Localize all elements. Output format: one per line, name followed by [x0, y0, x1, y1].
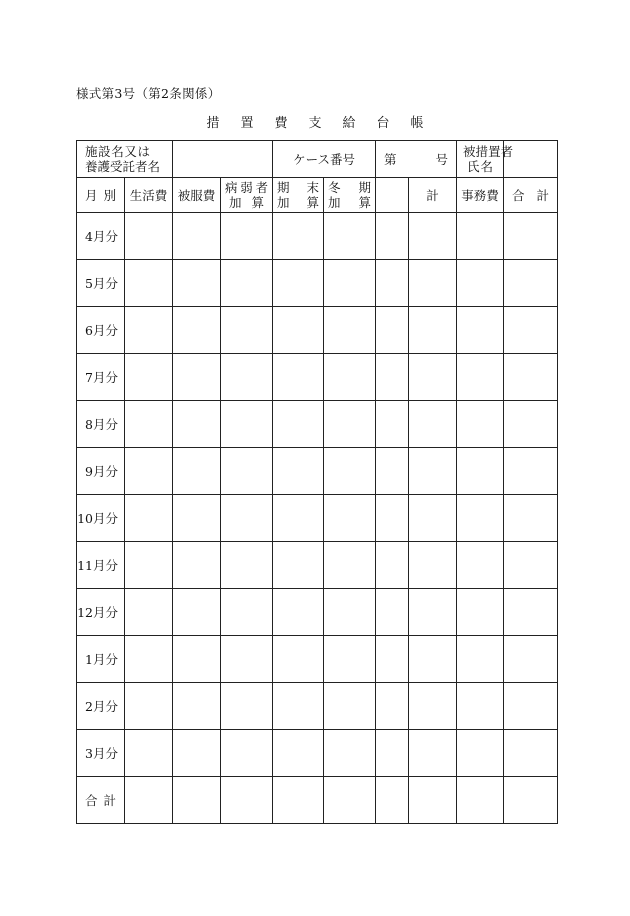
- cell[interactable]: [504, 401, 558, 448]
- cell[interactable]: [457, 683, 504, 730]
- cell[interactable]: [273, 777, 324, 824]
- facility-name-label: 施 設 名 又 は 養護受託者名: [77, 141, 173, 178]
- column-total: 合 計: [504, 178, 558, 213]
- cell[interactable]: [457, 495, 504, 542]
- header-row-columns: [77, 178, 558, 213]
- cell[interactable]: [221, 777, 273, 824]
- case-number-label: ケース番号: [273, 141, 376, 178]
- cell[interactable]: [221, 636, 273, 683]
- cell[interactable]: [504, 495, 558, 542]
- cell[interactable]: [504, 730, 558, 777]
- cell[interactable]: [324, 401, 376, 448]
- cell[interactable]: [324, 542, 376, 589]
- month-label: 1月分: [77, 636, 125, 683]
- cell[interactable]: [273, 683, 324, 730]
- cell[interactable]: [125, 495, 173, 542]
- cell[interactable]: [457, 260, 504, 307]
- cell[interactable]: [125, 777, 173, 824]
- payment-ledger-table: [76, 140, 558, 824]
- table-row: [77, 495, 558, 542]
- cell[interactable]: [457, 213, 504, 260]
- cell[interactable]: [125, 354, 173, 401]
- cell[interactable]: [324, 683, 376, 730]
- cell[interactable]: [409, 354, 457, 401]
- table-row: [77, 354, 558, 401]
- cell[interactable]: [504, 213, 558, 260]
- column-winter-allowance: 冬 期 加 算: [324, 178, 376, 213]
- cell[interactable]: [324, 213, 376, 260]
- cell[interactable]: [125, 589, 173, 636]
- cell[interactable]: [324, 260, 376, 307]
- case-number-value[interactable]: 第 号: [376, 141, 457, 178]
- column-living-cost: 生活費: [125, 178, 173, 213]
- cell[interactable]: [324, 636, 376, 683]
- cell[interactable]: [221, 542, 273, 589]
- table-row: [77, 213, 558, 260]
- grand-total-label: 合 計: [77, 777, 125, 824]
- header-row-facility: [77, 141, 558, 178]
- cell[interactable]: [504, 777, 558, 824]
- cell[interactable]: [376, 213, 409, 260]
- table-row: [77, 260, 558, 307]
- cell[interactable]: [173, 213, 221, 260]
- cell[interactable]: [221, 354, 273, 401]
- cell[interactable]: [221, 448, 273, 495]
- column-month: 月 別: [77, 178, 125, 213]
- cell[interactable]: [324, 589, 376, 636]
- cell[interactable]: [125, 307, 173, 354]
- month-label: 12月分: [77, 589, 125, 636]
- cell[interactable]: [173, 589, 221, 636]
- cell[interactable]: [324, 777, 376, 824]
- cell[interactable]: [125, 542, 173, 589]
- cell[interactable]: [457, 777, 504, 824]
- grand-total-row: [77, 777, 558, 824]
- cell[interactable]: [376, 307, 409, 354]
- cell[interactable]: [409, 683, 457, 730]
- page-title: 措置費支給台帳: [206, 116, 445, 131]
- cell[interactable]: [125, 260, 173, 307]
- cell[interactable]: [409, 636, 457, 683]
- cell[interactable]: [125, 730, 173, 777]
- month-label: 9月分: [77, 448, 125, 495]
- cell[interactable]: [457, 730, 504, 777]
- cell[interactable]: [409, 730, 457, 777]
- cell[interactable]: [173, 260, 221, 307]
- month-label: 10月分: [77, 495, 125, 542]
- cell[interactable]: [273, 354, 324, 401]
- column-clothing-cost: 被服費: [173, 178, 221, 213]
- cell[interactable]: [376, 730, 409, 777]
- cell[interactable]: [221, 683, 273, 730]
- column-term-end-allowance: 期 末 加 算: [273, 178, 324, 213]
- month-label: 8月分: [77, 401, 125, 448]
- cell[interactable]: [221, 589, 273, 636]
- cell[interactable]: [173, 495, 221, 542]
- cell[interactable]: [273, 448, 324, 495]
- cell[interactable]: [457, 636, 504, 683]
- cell[interactable]: [221, 260, 273, 307]
- cell[interactable]: [324, 448, 376, 495]
- cell[interactable]: [273, 307, 324, 354]
- table-row: [77, 730, 558, 777]
- table-row: [77, 589, 558, 636]
- cell[interactable]: [173, 777, 221, 824]
- cell[interactable]: [409, 260, 457, 307]
- cell[interactable]: [173, 542, 221, 589]
- cell[interactable]: [324, 730, 376, 777]
- cell[interactable]: [504, 307, 558, 354]
- cell[interactable]: [173, 730, 221, 777]
- month-label: 5月分: [77, 260, 125, 307]
- table-row: [77, 307, 558, 354]
- cell[interactable]: [376, 401, 409, 448]
- cell[interactable]: [273, 495, 324, 542]
- column-subtotal: 計: [409, 178, 457, 213]
- cell[interactable]: [221, 730, 273, 777]
- cell[interactable]: [457, 448, 504, 495]
- column-sick-allowance: 病 弱 者 加 算: [221, 178, 273, 213]
- cell[interactable]: [273, 730, 324, 777]
- cell[interactable]: [173, 354, 221, 401]
- cell[interactable]: [376, 448, 409, 495]
- cell[interactable]: [173, 683, 221, 730]
- month-label: 6月分: [77, 307, 125, 354]
- cell[interactable]: [409, 307, 457, 354]
- cell[interactable]: [273, 213, 324, 260]
- cell[interactable]: [504, 589, 558, 636]
- cell[interactable]: [125, 636, 173, 683]
- cell[interactable]: [173, 307, 221, 354]
- month-label: 4月分: [77, 213, 125, 260]
- cell[interactable]: [173, 401, 221, 448]
- cell[interactable]: [409, 589, 457, 636]
- cell[interactable]: [409, 495, 457, 542]
- cell[interactable]: [125, 448, 173, 495]
- cell[interactable]: [324, 495, 376, 542]
- table-row: [77, 542, 558, 589]
- month-label: 7月分: [77, 354, 125, 401]
- cell[interactable]: [221, 213, 273, 260]
- cell[interactable]: [221, 495, 273, 542]
- cell[interactable]: [173, 448, 221, 495]
- cell[interactable]: [125, 213, 173, 260]
- cell[interactable]: [376, 683, 409, 730]
- cell[interactable]: [457, 354, 504, 401]
- cell[interactable]: [324, 354, 376, 401]
- cell[interactable]: [457, 307, 504, 354]
- cell[interactable]: [273, 589, 324, 636]
- cell[interactable]: [409, 213, 457, 260]
- cell[interactable]: [409, 542, 457, 589]
- form-number-label: 様式第3号（第2条関係）: [76, 86, 221, 101]
- facility-name-value[interactable]: [173, 141, 273, 178]
- cell[interactable]: [504, 542, 558, 589]
- cell[interactable]: [376, 777, 409, 824]
- cell[interactable]: [273, 542, 324, 589]
- table-row: [77, 636, 558, 683]
- cell[interactable]: [504, 448, 558, 495]
- cell[interactable]: [376, 636, 409, 683]
- cell[interactable]: [221, 307, 273, 354]
- cell[interactable]: [504, 354, 558, 401]
- cell[interactable]: [457, 401, 504, 448]
- table-row: [77, 401, 558, 448]
- cell[interactable]: [457, 542, 504, 589]
- column-blank: [376, 178, 409, 213]
- cell[interactable]: [409, 448, 457, 495]
- cell[interactable]: [376, 260, 409, 307]
- cell[interactable]: [504, 683, 558, 730]
- cell[interactable]: [125, 683, 173, 730]
- cell[interactable]: [376, 354, 409, 401]
- cell[interactable]: [173, 636, 221, 683]
- cell[interactable]: [376, 495, 409, 542]
- cell[interactable]: [273, 401, 324, 448]
- cell[interactable]: [221, 401, 273, 448]
- cell[interactable]: [376, 542, 409, 589]
- table-row: [77, 683, 558, 730]
- cell[interactable]: [409, 401, 457, 448]
- cell[interactable]: [409, 777, 457, 824]
- month-rows: [77, 213, 558, 777]
- cell[interactable]: [324, 307, 376, 354]
- cell[interactable]: [273, 260, 324, 307]
- table-row: [77, 448, 558, 495]
- month-label: 2月分: [77, 683, 125, 730]
- cell[interactable]: [125, 401, 173, 448]
- subject-name-label: 被 措 置 者 氏 名: [457, 141, 504, 178]
- cell[interactable]: [376, 589, 409, 636]
- cell[interactable]: [504, 260, 558, 307]
- column-office-cost: 事務費: [457, 178, 504, 213]
- month-label: 3月分: [77, 730, 125, 777]
- month-label: 11月分: [77, 542, 125, 589]
- cell[interactable]: [504, 636, 558, 683]
- cell[interactable]: [273, 636, 324, 683]
- cell[interactable]: [457, 589, 504, 636]
